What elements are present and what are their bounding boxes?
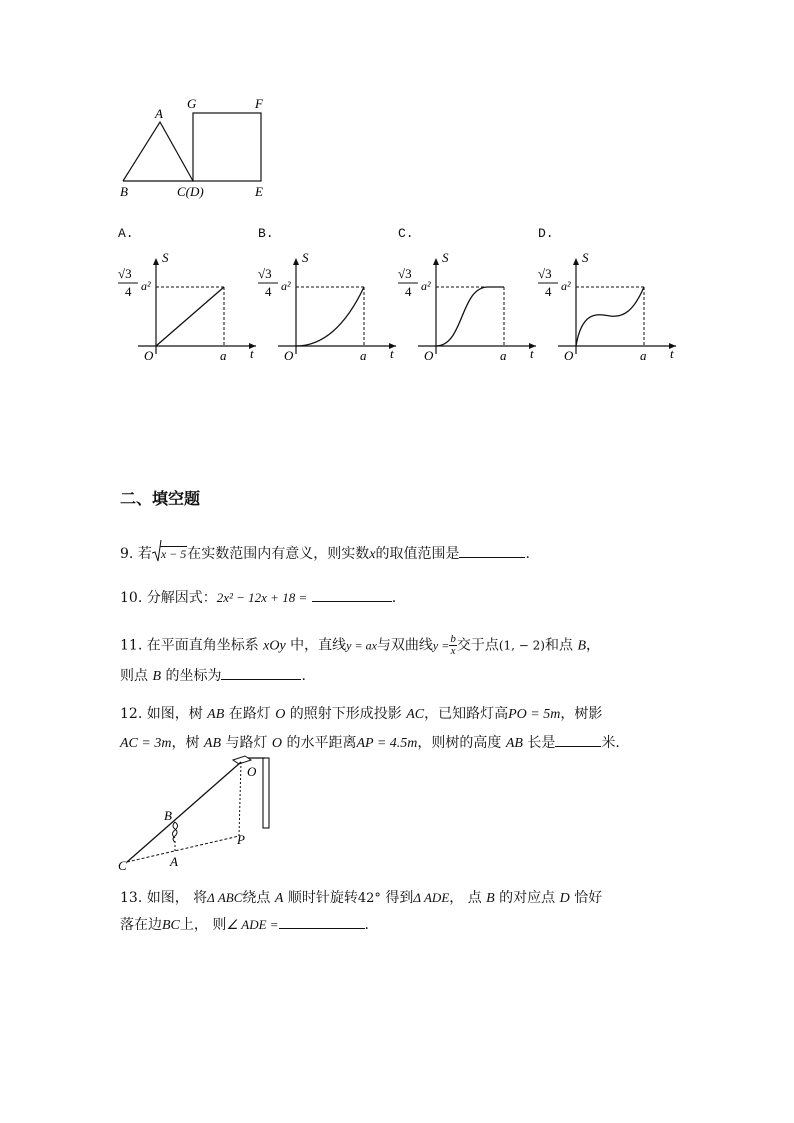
q11-answer-blank[interactable] bbox=[221, 665, 301, 680]
q12-text-b: 在路灯 bbox=[224, 706, 276, 722]
q12-ab-3: AB bbox=[505, 736, 523, 751]
question-9 bbox=[120, 543, 530, 565]
q11-line-eq: y = ax bbox=[346, 638, 377, 653]
q13-text-f: 的对应点 bbox=[494, 890, 560, 906]
label-four: 4 bbox=[265, 284, 272, 299]
label-t: t bbox=[530, 346, 534, 361]
q13-text-l2b: 上， 则 bbox=[179, 917, 227, 933]
label-o: O bbox=[247, 764, 257, 779]
question-13-line-1 bbox=[120, 888, 602, 909]
question-11-line-1 bbox=[120, 634, 600, 657]
label-a: a bbox=[640, 348, 647, 363]
option-a-letter: A. bbox=[118, 226, 134, 241]
q13-tri2: Δ ADE bbox=[413, 890, 450, 905]
curve-rise-plateau-rise bbox=[576, 287, 644, 346]
label-o: O bbox=[284, 348, 294, 363]
q11-text-l2a: 则点 bbox=[120, 668, 153, 684]
q10-expression: 2x² − 12x + 18 = bbox=[216, 590, 308, 605]
q12-text-l2d: 的水平距离 bbox=[282, 735, 357, 751]
label-p: P bbox=[237, 832, 245, 847]
q9-mid: 在实数范围内有意义，则实数 bbox=[187, 546, 370, 562]
q11-frac-den: x bbox=[450, 645, 456, 657]
question-10 bbox=[120, 587, 396, 608]
q13-d: D bbox=[559, 891, 570, 906]
q13-tri1: Δ ABC bbox=[207, 890, 243, 905]
label-o: O bbox=[144, 348, 154, 363]
label-a2: a² bbox=[561, 279, 571, 293]
q12-text-l2f: 长是 bbox=[522, 735, 556, 751]
label-a: A bbox=[155, 106, 163, 121]
q12-text-l2b: ，树 bbox=[171, 735, 204, 751]
q13-text-l2a: 落在边 bbox=[120, 917, 162, 933]
q12-ac: AC bbox=[406, 707, 425, 722]
q11-text-a: 在平面直角坐标系 bbox=[146, 637, 264, 654]
option-c-letter: C. bbox=[398, 226, 414, 241]
question-12-line-2 bbox=[120, 732, 620, 754]
q13-angle-expr: ∠ ADE = bbox=[226, 917, 279, 932]
label-c: C bbox=[118, 858, 127, 873]
q10-text: 分解因式： bbox=[146, 590, 217, 606]
q12-text-d: ，已知路灯高 bbox=[424, 706, 509, 722]
q12-text-l2c: 与路灯 bbox=[221, 735, 272, 751]
square-defg bbox=[193, 113, 261, 181]
q11-b-2: B bbox=[152, 669, 162, 684]
label-a2: a² bbox=[141, 279, 151, 293]
q11-text-c: 与双曲线 bbox=[376, 637, 433, 654]
q12-o: O bbox=[275, 707, 286, 722]
q13-a: A bbox=[274, 891, 284, 906]
label-s: S bbox=[442, 250, 449, 265]
label-a: A bbox=[170, 854, 178, 869]
q13-text-g: 恰好 bbox=[569, 890, 603, 906]
question-11-line-2 bbox=[120, 665, 306, 687]
label-sqrt3: √3 bbox=[258, 266, 272, 281]
q9-answer-blank[interactable] bbox=[459, 543, 525, 558]
curve-linear bbox=[156, 287, 224, 346]
q9-number: 9. bbox=[120, 546, 134, 562]
triangle-square-figure bbox=[115, 92, 285, 202]
tree-icon bbox=[173, 822, 178, 842]
option-graph-c bbox=[396, 250, 546, 370]
label-a: a bbox=[360, 348, 367, 363]
q11-point: (1, − 2) bbox=[498, 638, 545, 653]
label-s: S bbox=[302, 250, 309, 265]
q12-o-2: O bbox=[271, 736, 283, 751]
lamp-head-icon bbox=[233, 756, 251, 764]
option-graph-b bbox=[256, 250, 406, 370]
q10-number: 10. bbox=[120, 590, 143, 606]
label-a2: a² bbox=[421, 279, 431, 293]
q13-text-c: 顺时针旋转 bbox=[283, 890, 358, 906]
q13-text-d: 得到 bbox=[380, 890, 414, 906]
label-a: a bbox=[500, 348, 507, 363]
q13-bc: BC bbox=[162, 918, 180, 933]
label-o: O bbox=[564, 348, 574, 363]
label-sqrt3: √3 bbox=[118, 266, 132, 281]
q12-po: PO = 5m bbox=[508, 707, 561, 722]
q11-text-f: ， bbox=[586, 637, 601, 654]
label-four: 4 bbox=[125, 284, 132, 299]
q13-number: 13. bbox=[120, 890, 143, 906]
line-cp bbox=[127, 836, 239, 862]
q13-text-b: 绕点 bbox=[242, 890, 275, 906]
option-b-letter: B. bbox=[258, 226, 274, 241]
option-d-letter: D. bbox=[538, 226, 554, 241]
y-arrow-icon bbox=[433, 258, 439, 265]
label-f: F bbox=[255, 96, 263, 111]
label-four: 4 bbox=[545, 284, 552, 299]
triangle-abc bbox=[123, 122, 193, 181]
q12-ac-eq: AC = 3m bbox=[120, 736, 172, 751]
label-g: G bbox=[187, 96, 197, 111]
label-b: B bbox=[120, 184, 128, 199]
line-po bbox=[239, 762, 241, 836]
label-t: t bbox=[670, 346, 674, 361]
q10-end: . bbox=[391, 590, 397, 606]
option-graph-d bbox=[536, 250, 686, 370]
label-sqrt3: √3 bbox=[538, 266, 552, 281]
section-title: 二、填空题 bbox=[120, 489, 201, 508]
q13-angle: 42° bbox=[357, 891, 381, 906]
q13-b: B bbox=[486, 891, 495, 906]
q11-text-b: 中，直线 bbox=[285, 637, 347, 654]
q13-end: . bbox=[364, 917, 369, 933]
q11-text-d: 交于点 bbox=[456, 637, 499, 654]
q12-number: 12. bbox=[120, 706, 143, 722]
label-b: B bbox=[164, 808, 172, 823]
q12-answer-blank[interactable] bbox=[555, 732, 601, 747]
q11-number: 11. bbox=[120, 637, 143, 654]
q11-text-l2b: 的坐标为 bbox=[161, 668, 222, 684]
light-ray bbox=[127, 762, 241, 862]
curve-s-curve bbox=[436, 287, 504, 346]
y-arrow-icon bbox=[153, 258, 159, 265]
q11-hyp-y: y = bbox=[432, 638, 450, 653]
q12-text-a: 如图，树 bbox=[146, 706, 208, 722]
q11-end: . bbox=[301, 668, 306, 684]
q12-unit: 米. bbox=[601, 735, 620, 751]
label-a: a bbox=[220, 348, 227, 363]
q12-ab: AB bbox=[207, 707, 225, 722]
q11-b: B bbox=[577, 638, 587, 654]
q12-text-l2e: ，则树的高度 bbox=[417, 735, 506, 751]
label-e: E bbox=[255, 184, 263, 199]
q13-text-a: 如图， 将 bbox=[142, 890, 208, 906]
label-t: t bbox=[250, 346, 254, 361]
label-cd: C(D) bbox=[177, 184, 204, 199]
label-s: S bbox=[582, 250, 589, 265]
label-four: 4 bbox=[405, 284, 412, 299]
q13-answer-blank[interactable] bbox=[279, 914, 365, 929]
q9-var: x bbox=[369, 547, 376, 562]
option-graph-a bbox=[116, 250, 266, 370]
label-o: O bbox=[424, 348, 434, 363]
q11-text-e: 和点 bbox=[545, 637, 578, 654]
question-13-line-2 bbox=[120, 914, 369, 936]
q11-frac-num: b bbox=[450, 633, 456, 645]
y-arrow-icon bbox=[293, 258, 299, 265]
curve-convex-up bbox=[296, 287, 364, 346]
y-arrow-icon bbox=[573, 258, 579, 265]
label-sqrt3: √3 bbox=[398, 266, 412, 281]
label-t: t bbox=[390, 346, 394, 361]
lamp-pole bbox=[263, 758, 269, 828]
q11-fraction bbox=[449, 634, 457, 657]
question-12-line-1 bbox=[120, 704, 602, 725]
q10-answer-blank[interactable] bbox=[312, 587, 392, 602]
q9-pre: 若 bbox=[137, 546, 152, 562]
q12-text-c: 的照射下形成投影 bbox=[285, 706, 407, 722]
q11-coord: xOy bbox=[263, 638, 286, 654]
q13-text-e: ， 点 bbox=[449, 890, 487, 906]
q9-post: 的取值范围是 bbox=[375, 546, 460, 562]
q9-end: . bbox=[525, 546, 530, 562]
q9-radicand: x − 5 bbox=[160, 547, 187, 561]
q12-ap: AP = 4.5m bbox=[356, 736, 418, 751]
street-lamp-figure bbox=[115, 752, 280, 874]
label-a2: a² bbox=[281, 279, 291, 293]
label-s: S bbox=[162, 250, 169, 265]
q12-text-e: ，树影 bbox=[560, 706, 603, 722]
q12-ab-2: AB bbox=[203, 736, 222, 751]
q9-radical bbox=[152, 544, 187, 564]
